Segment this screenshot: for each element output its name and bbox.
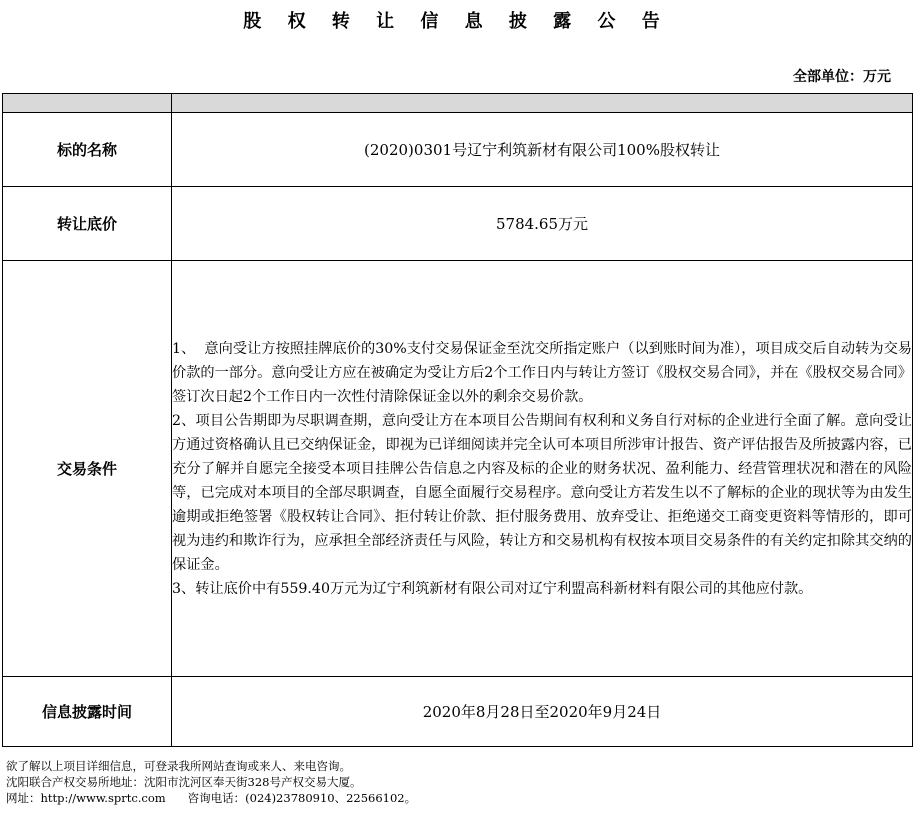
table-header-row bbox=[3, 94, 913, 113]
row-label-period: 信息披露时间 bbox=[3, 677, 172, 747]
footer-line-address: 沈阳联合产权交易所地址：沈阳市沈河区奉天街328号产权交易大厦。 bbox=[6, 775, 362, 789]
table-row bbox=[3, 113, 913, 187]
table-row bbox=[3, 261, 913, 677]
row-label-terms: 交易条件 bbox=[3, 261, 172, 677]
row-value-terms: 1、 意向受让方按照挂牌底价的30%支付交易保证金至沈交所指定账户（以到账时间为准），项目成交后自动转为交易价款的一部分。意向受让方应在被确定为受让方后2个工作日内与转让方签订《股权交易合同》，并在《股权交易合同》签订次日起2个工作日内一次性付清除保证金以外的剩余交易价款。 2、项目公告期即为尽职调查期，意向受让方在本项目公告期间有权利和义务自行对标的企业进行全面了解。意向受让方通过资格确认且已交纳保证金，即视为已详细阅读并完全认可本项目所涉审计报告、资产评估报告及所披露内容，已充分了解并自愿完全接受本项目挂牌公告信息之内容及标的企业的财务状况、盈利能力、经营管理状况和潜在的风险等，已完成对本项目的全部尽职调查，自愿全面履行交易程序。意向受让方若发生以不了解标的企业的现状等为由发生逾期或拒绝签署《股权转让合同》、拒付转让价款、拒付服务费用、放弃受让、拒绝递交工商变更资料等情形的，即可视为违约和欺诈行为，应承担全部经济责任与风险，转让方和交易机构有权按本项目交易条件的有关约定扣除其交纳的保证金。 3、转让底价中有559.40万元为辽宁利筑新材有限公司对辽宁利盟高科新材料有限公司的其他应付款。 bbox=[172, 261, 913, 677]
page-title: 股 权 转 让 信 息 披 露 公 告 bbox=[243, 11, 670, 32]
footer-notes bbox=[6, 758, 416, 806]
row-label-name: 标的名称 bbox=[3, 113, 172, 187]
table-row bbox=[3, 187, 913, 261]
header-cell-right bbox=[172, 94, 913, 113]
header-cell-left bbox=[3, 94, 172, 113]
row-label-price: 转让底价 bbox=[3, 187, 172, 261]
row-value-price: 5784.65万元 bbox=[172, 187, 913, 261]
row-value-name: (2020)0301号辽宁利筑新材有限公司100%股权转让 bbox=[172, 113, 913, 187]
unit-label: 全部单位：万元 bbox=[793, 69, 891, 85]
info-table bbox=[2, 93, 913, 747]
footer-line-contact: 网址：http://www.sprtc.com 咨询电话：(024)23780910、22566102。 bbox=[6, 791, 417, 805]
footer-line-inquiry: 欲了解以上项目详细信息，可登录我所网站查询或来人、来电咨询。 bbox=[6, 759, 351, 773]
row-value-period: 2020年8月28日至2020年9月24日 bbox=[172, 677, 913, 747]
table-row bbox=[3, 677, 913, 747]
